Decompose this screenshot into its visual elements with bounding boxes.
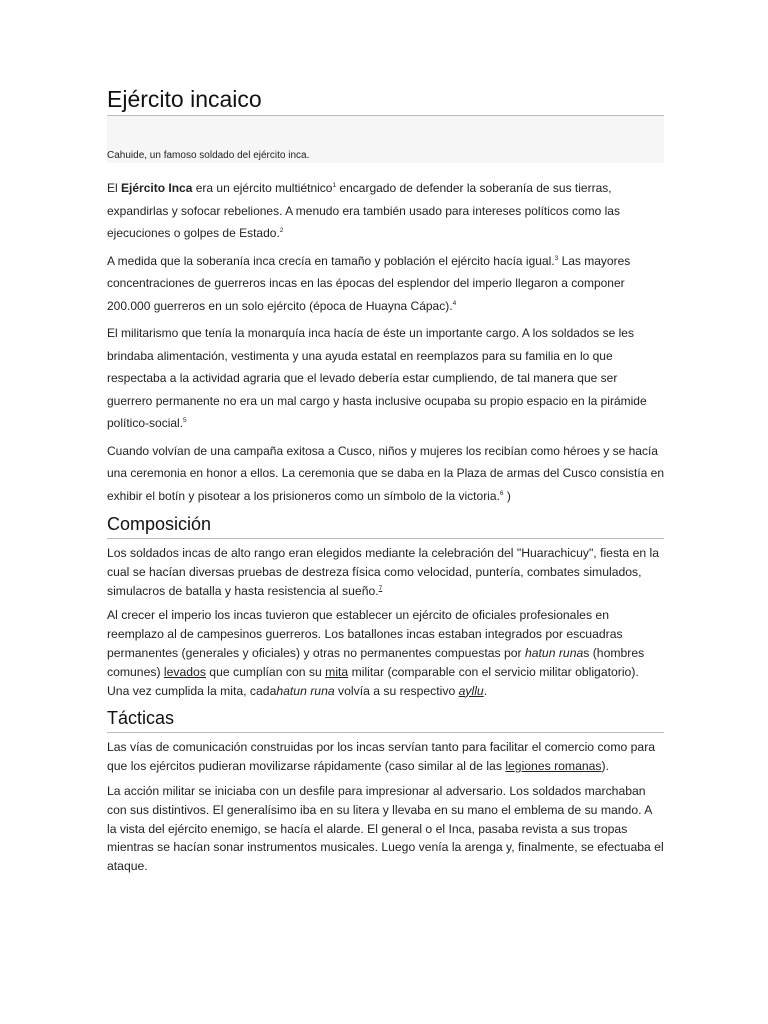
section-heading-tacticas: Tácticas [107, 706, 664, 733]
page-title: Ejército incaico [107, 84, 664, 116]
term-ejercito-inca: Ejército Inca [121, 181, 193, 195]
intro-paragraph-4: Cuando volvían de una campaña exitosa a Cusco, niños y mujeres los recibían como héroes y se hacía una ceremonia en honor a ellos. La ceremonia que se daba en la Plaza de armas del Cusco consistía en exhibir el botín y pisotear a los prisioneros como un símbolo de la victoria.$^6$ ) [107, 443, 665, 503]
intro-paragraph-2: A medida que la soberanía inca crecía en tamaño y población el ejército hacía igual.$^3$ Las mayores concentraciones de guerreros incas en las épocas del esplendor del imperio llegaron a componer 200.000 guerreros en un solo ejército (época de Huayna Cápac).$^4$ [107, 253, 631, 313]
tacticas-paragraph-1: Las vías de comunicación construidas por los incas servían tanto para facilitar el comercio como para que los ejércitos pudieran movilizarse rápidamente (caso similar al de las legiones romanas). [107, 740, 656, 774]
composicion-paragraph-1: Los soldados incas de alto rango eran elegidos mediante la celebración del "Huarachicuy", fiesta en la cual se hacían diversas pruebas de destreza física como velocidad, puntería, combates simulados, simulacros de batalla y hasta resistencia al sueño.$^7$ [107, 546, 660, 598]
ref-3[interactable]: 3 [554, 254, 559, 262]
ref-7[interactable]: 7 [378, 584, 383, 592]
ref-2[interactable]: 2 [279, 227, 284, 234]
intro-paragraph-3: El militarismo que tenía la monarquía inca hacía de éste un importante cargo. A los soldados se les brindaba alimentación, vestimenta y una ayuda estatal en reemplazos para su familia en lo que respectaba a la actividad agraria que el levado debería estar cumpliendo, de tal manera que ser guerrero permanente no era un mal cargo y hasta inclusive ocupaba su propio espacio en la pirámide político-social.$^5$ [107, 326, 647, 430]
article-body [107, 84, 664, 882]
link-mita[interactable]: mita [325, 664, 349, 679]
link-ayllu[interactable]: ayllu [458, 683, 484, 698]
tacticas-paragraph-2: La acción militar se iniciaba con un desfile para impresionar al adversario. Los soldados marchaban con sus distintivos. El generalísimo iba en su litera y llevaba en su mano el emblema de su mando. A la vista del ejército enemigo, se hacía el alarde. El general o el Inca, pasaba revista a sus tropas mientras se hacían sonar instrumentos musicales. Luego venía la arenga y, finalmente, se efectuaba el ataque. [107, 783, 664, 874]
ref-1[interactable]: 1 [332, 182, 337, 189]
image-caption: Cahuide, un famoso soldado del ejército inca. [107, 116, 664, 163]
composicion-paragraph-2: Al crecer el imperio los incas tuvieron que establecer un ejército de oficiales profesionales en reemplazo al de campesinos guerreros. Los batallones incas estaban integrados por escuadras permanentes (generales y oficiales) y otras no permanentes compuestas por hatun runas (hombres comunes) levados que cumplían con su mita militar (comparable con el servicio militar obligatorio). Una vez cumplida la mita, cadahatun runa volvía a su respectivo ayllu. [107, 608, 645, 698]
intro-paragraph-1: El Ejército Inca era un ejército multiétnico$^1$ encargado de defender la soberanía de sus tierras, expandirlas y sofocar rebeliones. A menudo era también usado para intereses políticos como las ejecuciones o golpes de Estado.$^2$ [107, 181, 620, 240]
link-levados[interactable]: levados [163, 664, 206, 679]
ref-4[interactable]: 4 [452, 299, 457, 307]
ref-5[interactable]: 5 [183, 417, 187, 424]
term-hatun-runa-2: hatun runa [276, 683, 335, 698]
ref-6[interactable]: 6 [499, 489, 504, 497]
section-heading-composicion: Composición [107, 512, 664, 539]
link-legiones-romanas[interactable]: legiones romanas [505, 759, 602, 774]
term-hatun-runa: hatun runa [524, 645, 584, 660]
